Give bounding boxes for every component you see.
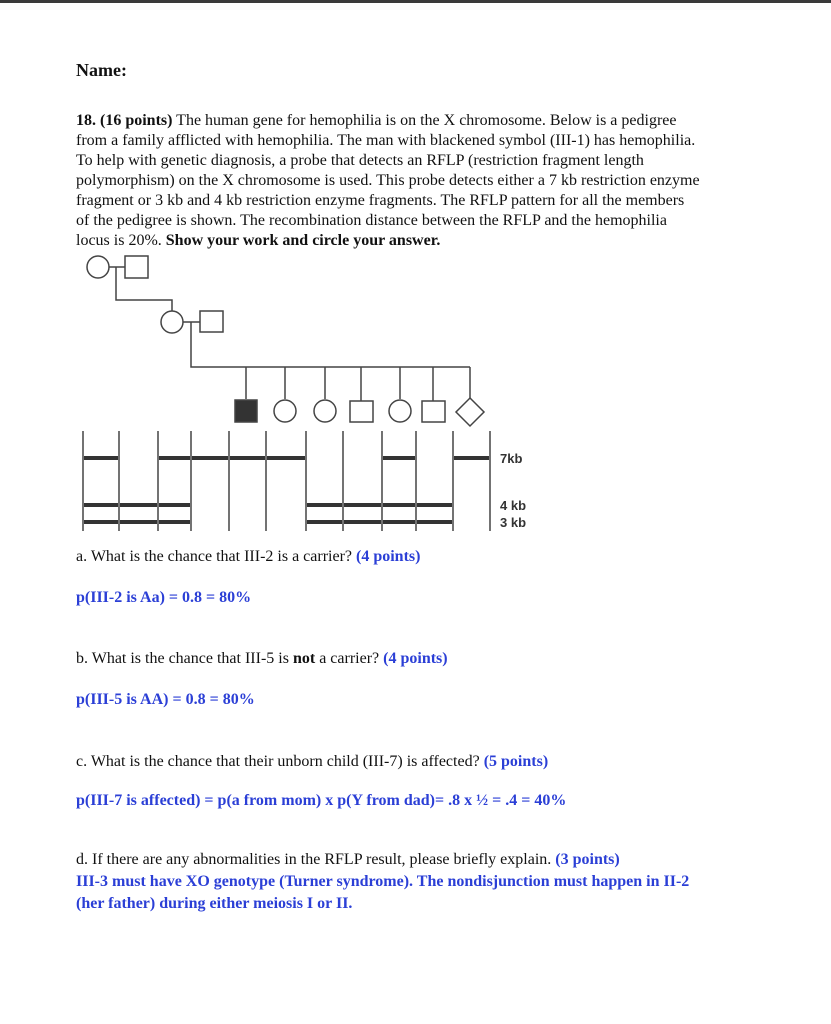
II-1-female (161, 311, 183, 333)
rflp-gel (83, 431, 490, 531)
gel-band-4kb (120, 503, 157, 507)
gel-band-4kb (84, 503, 118, 507)
III-3-female (314, 400, 336, 422)
points: (3 points) (555, 851, 620, 868)
part-b-question (76, 649, 448, 669)
gel-band-3kb (344, 520, 381, 524)
part-b-answer: p(III-5 is AA) = 0.8 = 80% (76, 691, 255, 708)
part-a-answer: p(III-2 is Aa) = 0.8 = 80% (76, 589, 252, 606)
question-text: d. If there are any abnormalities in the RFLP result, please briefly explain. (76, 851, 556, 868)
III-4-male (350, 401, 373, 422)
generation-1-female (87, 256, 109, 278)
gel-band-7kb (192, 456, 228, 460)
name-label: Name: (76, 60, 127, 80)
points: (5 points) (483, 753, 549, 770)
question-line: from a family afflicted with hemophilia. The man with blackened symbol (III-1) has hemophilia. (76, 132, 696, 149)
question-number: 18. (16 points) (76, 112, 173, 129)
gel-band-4kb (307, 503, 342, 507)
gel-band-7kb (383, 456, 415, 460)
III-1-affected-male (235, 400, 257, 422)
gel-band-4kb (383, 503, 415, 507)
part-c-question (76, 752, 548, 772)
gel-band-7kb (159, 456, 190, 460)
question-line: of the pedigree is shown. The recombination distance between the RFLP and the hemophilia (76, 212, 667, 229)
band-label-7kb: 7kb (500, 451, 523, 466)
part-d-answer-line2: (her father) during either meiosis I or II. (76, 895, 353, 912)
gel-band-7kb (267, 456, 305, 460)
question-text: a. What is the chance that III-2 is a carrier? (76, 548, 356, 565)
emphasis: not (292, 650, 316, 667)
part-a-question (76, 547, 420, 567)
gel-band-4kb (159, 503, 190, 507)
instruction: Show your work and circle your answer. (165, 232, 441, 249)
question-line: To help with genetic diagnosis, a probe that detects an RFLP (restriction fragment length (76, 152, 644, 169)
gel-band-3kb (383, 520, 415, 524)
question-line: polymorphism) on the X chromosome is used. This probe detects either a 7 kb restriction enzyme (76, 172, 700, 189)
question-line: locus is 20%. (76, 232, 166, 249)
gel-band-4kb (417, 503, 452, 507)
question-text: a carrier? (315, 650, 384, 667)
III-5-female (389, 400, 411, 422)
question-line: The human gene for hemophilia is on the X chromosome. Below is a pedigree (172, 112, 677, 129)
question-line: fragment or 3 kb and 4 kb restriction enzyme fragments. The RFLP pattern for all the members (76, 192, 685, 209)
gel-band-3kb (120, 520, 157, 524)
band-label-4kb: 4 kb (500, 498, 527, 513)
gel-band-3kb (417, 520, 452, 524)
part-d-answer-line1: III-3 must have XO genotype (Turner syndrome). The nondisjunction must happen in II-2 (76, 873, 690, 890)
II-2-male (200, 311, 223, 332)
points: (4 points) (356, 548, 421, 565)
question-text: c. What is the chance that their unborn child (III-7) is affected? (76, 753, 484, 770)
part-c-answer: p(III-7 is affected) = p(a from mom) x p(Y from dad)= .8 x ½ = .4 = 40% (76, 792, 567, 809)
III-6-male (422, 401, 445, 422)
band-label-3kb: 3 kb (500, 515, 527, 530)
gel-band-3kb (307, 520, 342, 524)
gel-band-7kb (454, 456, 489, 460)
gel-band-7kb (84, 456, 118, 460)
question-text: b. What is the chance that III-5 is (76, 650, 293, 667)
gel-band-3kb (84, 520, 118, 524)
III-7-unborn (456, 398, 484, 426)
gel-band-7kb (230, 456, 265, 460)
gel-band-4kb (344, 503, 381, 507)
pedigree (87, 256, 484, 426)
part-d-question (76, 850, 620, 870)
generation-1-male (125, 256, 148, 278)
gel-band-3kb (159, 520, 190, 524)
points: (4 points) (383, 650, 448, 667)
III-2-female (274, 400, 296, 422)
